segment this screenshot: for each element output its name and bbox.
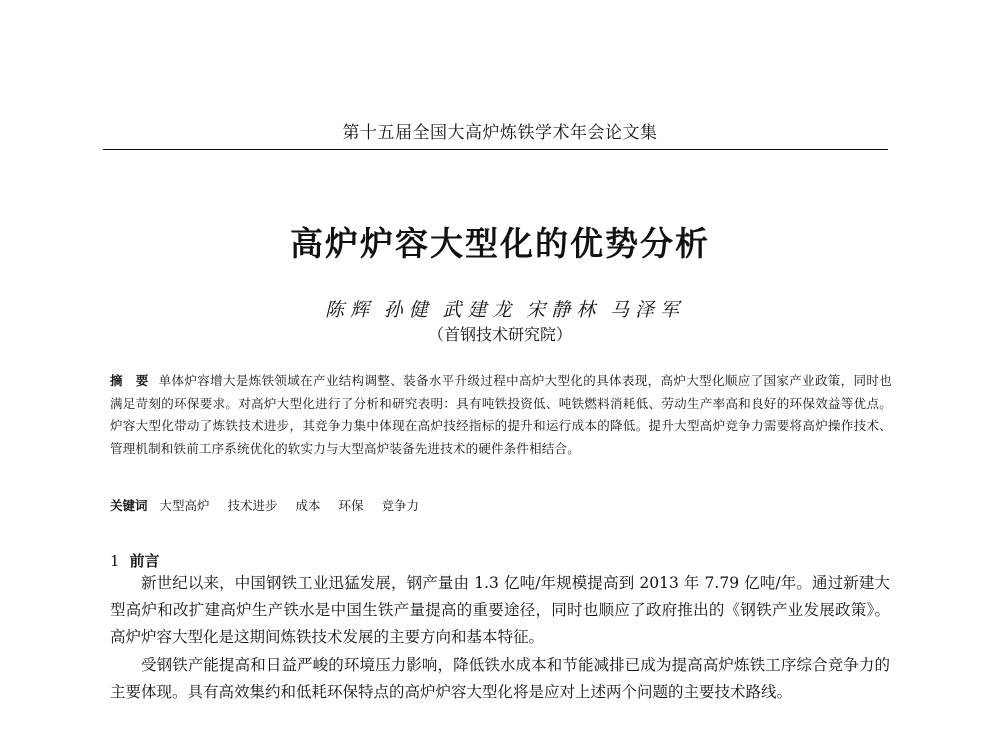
keywords-label: 关键词 bbox=[110, 498, 148, 513]
header-rule bbox=[103, 149, 888, 150]
abstract-text: 单体炉容增大是炼铁领域在产业结构调整、装备水平升级过程中高炉大型化的具体表现，高炉大型化顺应了国家产业政策，同时也满足苛刻的环保要求。对高炉大型化进行了分析和研究表明：具有吨铁投资低、吨铁燃料消耗低、劳动生产率高和良好的环保效益等优点。炉容大型化带动了炼铁技术进步，其竞争力集中体现在高炉技经指标的提升和运行成本的降低。提升大型高炉竞争力需要将高炉操作技术、管理机制和铁前工序系统优化的软实力与大型高炉装备先进技术的硬件条件相结合。 bbox=[110, 373, 892, 456]
keywords bbox=[110, 495, 892, 517]
author-name: 孙健 bbox=[383, 299, 434, 321]
section-heading bbox=[110, 550, 160, 571]
affiliation: （首钢技术研究院） bbox=[427, 325, 572, 344]
author-name: 武建龙 bbox=[442, 299, 518, 321]
author-name: 陈辉 bbox=[325, 299, 376, 321]
author-name: 马泽军 bbox=[609, 299, 685, 321]
body-paragraph: 受钢铁产能提高和日益严峻的环境压力影响，降低铁水成本和节能减排已成为提高高炉炼铁工序综合竞争力的主要体现。具有高效集约和低耗环保特点的高炉炉容大型化将是应对上述两个问题的主要技术路线。 bbox=[110, 656, 890, 701]
abstract bbox=[110, 370, 892, 460]
abstract-label: 摘 要 bbox=[110, 373, 149, 388]
keyword: 成本 bbox=[295, 498, 321, 513]
section-title: 前言 bbox=[129, 552, 160, 570]
paper-title: 高炉炉容大型化的优势分析 bbox=[290, 224, 710, 263]
keyword: 竞争力 bbox=[381, 498, 420, 513]
keyword: 大型高炉 bbox=[159, 498, 210, 513]
author-name: 宋静林 bbox=[526, 299, 602, 321]
body-paragraph: 新世纪以来，中国钢铁工业迅猛发展，钢产量由 1.3 亿吨/年规模提高到 2013 年 7.79 亿吨/年。通过新建大型高炉和改扩建高炉生产铁水是中国生铁产量提高的重要途径，同时也顺应了政府推出的《钢铁产业发展政策》。高炉炉容大型化是这期间炼铁技术发展的主要方向和基本特征。 bbox=[110, 574, 890, 646]
keyword: 技术进步 bbox=[227, 498, 278, 513]
section-number: 1 bbox=[110, 552, 120, 570]
keyword: 环保 bbox=[338, 498, 364, 513]
running-header: 第十五届全国大高炉炼铁学术年会论文集 bbox=[342, 123, 658, 143]
author-list bbox=[325, 295, 685, 322]
